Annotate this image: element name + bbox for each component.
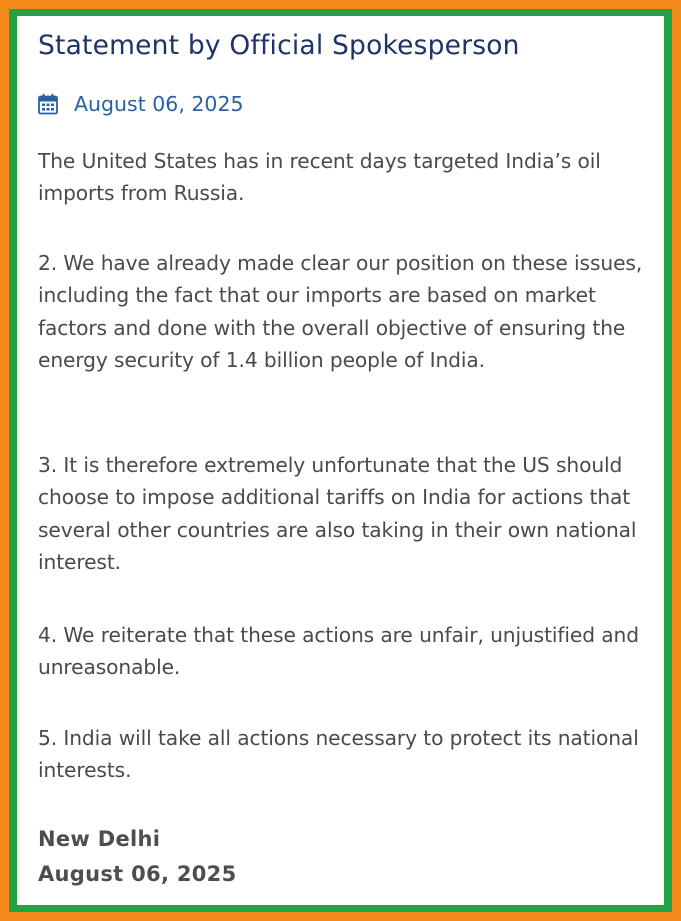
- paragraph-2: 2. We have already made clear our position on these issues, including the fact that our imports are based on market factors and done with the overall objective of ensuring the energy security of 1.4 billion people of India.: [38, 251, 643, 373]
- statement-card: [17, 16, 664, 905]
- signature-place: New Delhi: [38, 827, 161, 851]
- publish-date-row: [38, 90, 244, 118]
- calendar-icon: [38, 93, 58, 115]
- signature-date: August 06, 2025: [38, 862, 237, 886]
- paragraph-4: 4. We reiterate that these actions are unfair, unjustified and unreasonable.: [38, 623, 639, 680]
- paragraph-5: 5. India will take all actions necessary to protect its national interests.: [38, 726, 639, 783]
- paragraph-intro: The United States has in recent days targeted India’s oil imports from Russia.: [38, 149, 601, 206]
- paragraph-3: 3. It is therefore extremely unfortunate that the US should choose to impose additional tariffs on India for actions that several other countries are also taking in their own national interest.: [38, 453, 637, 575]
- page-title: Statement by Official Spokesperson: [38, 30, 520, 61]
- publish-date: August 06, 2025: [74, 92, 244, 116]
